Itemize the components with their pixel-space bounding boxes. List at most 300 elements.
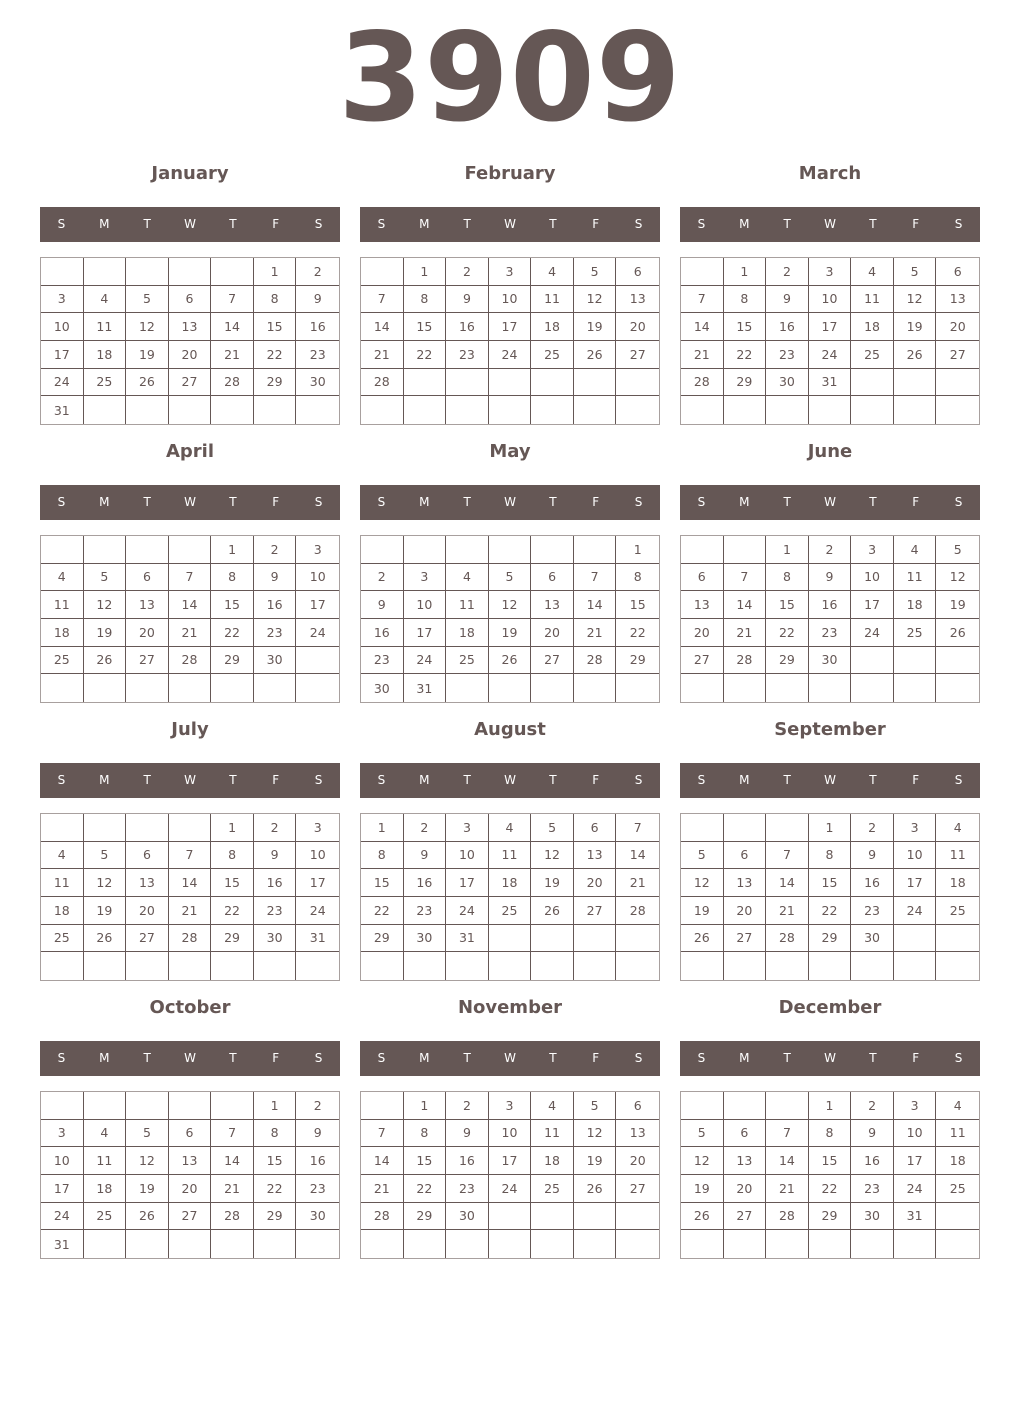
weekday-label: W	[504, 495, 516, 509]
empty-cell	[489, 1230, 532, 1258]
day-cell: 23	[809, 619, 852, 647]
month-name: January	[151, 163, 229, 184]
day-cell: 3	[809, 258, 852, 286]
empty-cell	[126, 1092, 169, 1120]
day-cell: 10	[489, 286, 532, 314]
weekday-label: W	[504, 1051, 516, 1065]
day-cell: 29	[809, 925, 852, 953]
day-cell: 2	[446, 258, 489, 286]
day-cell: 21	[361, 1175, 404, 1203]
day-cell: 3	[296, 536, 339, 564]
day-cell: 19	[574, 313, 617, 341]
day-cell: 17	[894, 869, 937, 897]
day-cell: 29	[766, 647, 809, 675]
day-cell: 16	[446, 313, 489, 341]
day-cell: 6	[616, 1092, 659, 1120]
day-cell: 26	[489, 647, 532, 675]
day-cell: 4	[84, 286, 127, 314]
day-cell: 21	[766, 1175, 809, 1203]
empty-cell	[851, 647, 894, 675]
day-cell: 31	[446, 925, 489, 953]
day-cell: 30	[404, 925, 447, 953]
day-cell: 17	[446, 869, 489, 897]
weekday-label: T	[229, 495, 237, 509]
empty-cell	[169, 814, 212, 842]
day-cell: 18	[851, 313, 894, 341]
day-cell: 14	[211, 313, 254, 341]
day-cell: 6	[574, 814, 617, 842]
day-cell: 3	[894, 814, 937, 842]
empty-cell	[574, 536, 617, 564]
day-cell: 30	[296, 1203, 339, 1231]
day-cell: 25	[531, 1175, 574, 1203]
day-cell: 19	[894, 313, 937, 341]
empty-cell	[169, 1230, 212, 1258]
day-cell: 5	[489, 564, 532, 592]
empty-cell	[126, 674, 169, 702]
day-cell: 22	[254, 341, 297, 369]
empty-cell	[126, 952, 169, 980]
day-cell: 19	[681, 897, 724, 925]
empty-cell	[446, 536, 489, 564]
day-cell: 27	[574, 897, 617, 925]
day-cell: 2	[361, 564, 404, 592]
weekday-label: F	[912, 773, 920, 787]
day-cell: 26	[936, 619, 979, 647]
weekday-label: F	[592, 495, 600, 509]
day-cell: 3	[489, 1092, 532, 1120]
month-name: June	[807, 441, 853, 462]
day-cell: 21	[681, 341, 724, 369]
day-cell: 31	[404, 674, 447, 702]
day-cell: 11	[936, 1120, 979, 1148]
empty-cell	[616, 1230, 659, 1258]
day-cell: 28	[766, 1203, 809, 1231]
day-cell: 18	[531, 1147, 574, 1175]
weekday-label: S	[377, 1051, 386, 1065]
day-cell: 5	[531, 814, 574, 842]
day-cell: 19	[84, 619, 127, 647]
day-cell: 15	[404, 1147, 447, 1175]
day-cell: 31	[41, 396, 84, 424]
day-cell: 12	[126, 313, 169, 341]
weekday-label: T	[463, 217, 471, 231]
empty-cell	[936, 1230, 979, 1258]
day-cell: 5	[894, 258, 937, 286]
day-cell: 22	[404, 1175, 447, 1203]
month-name: November	[457, 997, 563, 1018]
weekday-label: S	[634, 1051, 643, 1065]
empty-cell	[296, 396, 339, 424]
day-cell: 1	[616, 536, 659, 564]
day-cell: 1	[766, 536, 809, 564]
day-cell: 23	[254, 897, 297, 925]
day-cell: 23	[446, 341, 489, 369]
weekday-label: W	[184, 773, 196, 787]
day-cell: 22	[361, 897, 404, 925]
day-cell: 9	[296, 286, 339, 314]
day-cell: 16	[404, 869, 447, 897]
day-cell: 29	[211, 647, 254, 675]
day-cell: 12	[894, 286, 937, 314]
empty-cell	[894, 674, 937, 702]
weekday-label: M	[99, 773, 110, 787]
day-cell: 2	[446, 1092, 489, 1120]
empty-cell	[446, 1230, 489, 1258]
day-cell: 8	[766, 564, 809, 592]
empty-cell	[681, 396, 724, 424]
day-cell: 18	[489, 869, 532, 897]
empty-cell	[681, 1092, 724, 1120]
empty-cell	[531, 1230, 574, 1258]
day-cell: 8	[211, 842, 254, 870]
day-cell: 16	[296, 1147, 339, 1175]
empty-cell	[531, 1203, 574, 1231]
day-cell: 25	[84, 369, 127, 397]
day-cell: 17	[894, 1147, 937, 1175]
empty-cell	[41, 1092, 84, 1120]
weekday-header-bar	[680, 207, 980, 242]
day-cell: 8	[724, 286, 767, 314]
day-cell: 13	[126, 591, 169, 619]
weekday-label: S	[954, 495, 963, 509]
day-cell: 23	[404, 897, 447, 925]
day-cell: 27	[169, 369, 212, 397]
day-cell: 27	[126, 647, 169, 675]
empty-cell	[766, 814, 809, 842]
empty-cell	[766, 1230, 809, 1258]
day-cell: 10	[296, 564, 339, 592]
day-cell: 10	[489, 1120, 532, 1148]
day-cell: 14	[766, 869, 809, 897]
day-cell: 22	[809, 897, 852, 925]
day-cell: 13	[724, 869, 767, 897]
day-cell: 27	[169, 1203, 212, 1231]
weekday-label: T	[229, 773, 237, 787]
day-grid	[360, 813, 660, 981]
empty-cell	[41, 814, 84, 842]
weekday-label: T	[549, 773, 557, 787]
day-cell: 9	[254, 842, 297, 870]
day-cell: 25	[489, 897, 532, 925]
empty-cell	[84, 1230, 127, 1258]
weekday-label: T	[783, 1051, 791, 1065]
empty-cell	[936, 1203, 979, 1231]
empty-cell	[531, 369, 574, 397]
weekday-label: S	[314, 773, 323, 787]
weekday-label: S	[314, 495, 323, 509]
day-cell: 6	[531, 564, 574, 592]
day-cell: 10	[41, 1147, 84, 1175]
day-cell: 4	[936, 1092, 979, 1120]
day-cell: 3	[489, 258, 532, 286]
day-cell: 26	[574, 1175, 617, 1203]
day-cell: 7	[169, 842, 212, 870]
day-cell: 4	[894, 536, 937, 564]
empty-cell	[169, 258, 212, 286]
month-name: February	[464, 163, 556, 184]
empty-cell	[851, 674, 894, 702]
day-cell: 11	[41, 869, 84, 897]
weekday-label: S	[954, 1051, 963, 1065]
weekday-header-bar	[360, 207, 660, 242]
empty-cell	[766, 396, 809, 424]
weekday-label: S	[57, 1051, 66, 1065]
empty-cell	[766, 674, 809, 702]
day-cell: 14	[724, 591, 767, 619]
day-cell: 14	[574, 591, 617, 619]
day-cell: 9	[361, 591, 404, 619]
empty-cell	[616, 952, 659, 980]
empty-cell	[574, 369, 617, 397]
day-cell: 2	[296, 1092, 339, 1120]
day-cell: 11	[41, 591, 84, 619]
empty-cell	[489, 1203, 532, 1231]
weekday-label: W	[184, 1051, 196, 1065]
day-cell: 22	[211, 897, 254, 925]
weekday-label: T	[783, 217, 791, 231]
empty-cell	[446, 674, 489, 702]
day-cell: 2	[296, 258, 339, 286]
day-cell: 11	[531, 286, 574, 314]
empty-cell	[254, 1230, 297, 1258]
empty-cell	[936, 674, 979, 702]
day-cell: 2	[766, 258, 809, 286]
day-cell: 11	[446, 591, 489, 619]
month-name: October	[149, 997, 231, 1018]
weekday-label: F	[592, 217, 600, 231]
day-cell: 24	[41, 1203, 84, 1231]
day-cell: 3	[446, 814, 489, 842]
day-cell: 3	[851, 536, 894, 564]
day-cell: 18	[936, 869, 979, 897]
day-cell: 19	[84, 897, 127, 925]
day-cell: 24	[404, 647, 447, 675]
empty-cell	[296, 1230, 339, 1258]
day-cell: 18	[84, 341, 127, 369]
day-cell: 1	[211, 536, 254, 564]
day-cell: 30	[254, 647, 297, 675]
weekday-label: S	[954, 773, 963, 787]
empty-cell	[41, 952, 84, 980]
empty-cell	[574, 925, 617, 953]
day-cell: 20	[169, 341, 212, 369]
day-cell: 28	[724, 647, 767, 675]
day-cell: 10	[809, 286, 852, 314]
day-grid	[40, 1091, 340, 1259]
day-cell: 14	[766, 1147, 809, 1175]
day-cell: 16	[851, 1147, 894, 1175]
empty-cell	[41, 674, 84, 702]
empty-cell	[126, 258, 169, 286]
empty-cell	[616, 925, 659, 953]
day-cell: 5	[126, 1120, 169, 1148]
empty-cell	[84, 1092, 127, 1120]
empty-cell	[126, 814, 169, 842]
day-cell: 24	[894, 1175, 937, 1203]
day-cell: 28	[361, 1203, 404, 1231]
day-cell: 16	[254, 869, 297, 897]
day-cell: 1	[809, 814, 852, 842]
day-cell: 23	[296, 1175, 339, 1203]
day-cell: 12	[84, 591, 127, 619]
day-cell: 29	[616, 647, 659, 675]
empty-cell	[531, 674, 574, 702]
day-cell: 19	[936, 591, 979, 619]
empty-cell	[851, 1230, 894, 1258]
day-cell: 7	[211, 1120, 254, 1148]
day-cell: 19	[126, 341, 169, 369]
day-cell: 14	[361, 313, 404, 341]
empty-cell	[41, 258, 84, 286]
day-cell: 24	[809, 341, 852, 369]
empty-cell	[574, 952, 617, 980]
day-cell: 28	[616, 897, 659, 925]
weekday-label: S	[314, 1051, 323, 1065]
day-cell: 9	[766, 286, 809, 314]
empty-cell	[809, 952, 852, 980]
empty-cell	[489, 674, 532, 702]
day-cell: 29	[211, 925, 254, 953]
empty-cell	[894, 1230, 937, 1258]
day-cell: 26	[681, 1203, 724, 1231]
weekday-label: M	[419, 773, 430, 787]
day-cell: 21	[169, 619, 212, 647]
day-cell: 6	[724, 842, 767, 870]
empty-cell	[809, 396, 852, 424]
weekday-label: S	[697, 1051, 706, 1065]
empty-cell	[126, 396, 169, 424]
weekday-label: F	[592, 773, 600, 787]
day-cell: 13	[126, 869, 169, 897]
empty-cell	[894, 396, 937, 424]
empty-cell	[616, 369, 659, 397]
day-cell: 18	[894, 591, 937, 619]
day-cell: 16	[446, 1147, 489, 1175]
empty-cell	[616, 1203, 659, 1231]
day-cell: 28	[211, 1203, 254, 1231]
empty-cell	[489, 536, 532, 564]
day-cell: 6	[724, 1120, 767, 1148]
day-cell: 21	[724, 619, 767, 647]
day-cell: 7	[766, 842, 809, 870]
day-cell: 17	[296, 591, 339, 619]
empty-cell	[936, 952, 979, 980]
day-cell: 18	[41, 897, 84, 925]
day-cell: 29	[404, 1203, 447, 1231]
day-cell: 17	[41, 341, 84, 369]
day-cell: 1	[254, 258, 297, 286]
month-name: July	[171, 719, 209, 740]
weekday-label: T	[143, 773, 151, 787]
day-cell: 14	[169, 869, 212, 897]
empty-cell	[404, 536, 447, 564]
weekday-label: S	[697, 773, 706, 787]
empty-cell	[936, 369, 979, 397]
day-cell: 28	[361, 369, 404, 397]
day-cell: 12	[126, 1147, 169, 1175]
day-cell: 8	[809, 842, 852, 870]
empty-cell	[531, 536, 574, 564]
empty-cell	[766, 1092, 809, 1120]
day-cell: 4	[936, 814, 979, 842]
day-cell: 30	[851, 925, 894, 953]
empty-cell	[254, 674, 297, 702]
weekday-label: T	[783, 495, 791, 509]
day-cell: 29	[361, 925, 404, 953]
day-cell: 1	[809, 1092, 852, 1120]
day-cell: 6	[169, 1120, 212, 1148]
month-name: August	[474, 719, 546, 740]
day-cell: 20	[616, 1147, 659, 1175]
weekday-label: W	[504, 773, 516, 787]
weekday-label: F	[272, 495, 280, 509]
day-cell: 12	[489, 591, 532, 619]
day-cell: 3	[296, 814, 339, 842]
day-cell: 27	[531, 647, 574, 675]
day-cell: 12	[936, 564, 979, 592]
day-cell: 11	[84, 313, 127, 341]
day-cell: 14	[681, 313, 724, 341]
day-cell: 5	[84, 564, 127, 592]
day-cell: 28	[574, 647, 617, 675]
day-cell: 13	[681, 591, 724, 619]
weekday-label: W	[184, 495, 196, 509]
empty-cell	[851, 369, 894, 397]
weekday-label: M	[419, 217, 430, 231]
empty-cell	[361, 536, 404, 564]
weekday-label: S	[57, 773, 66, 787]
weekday-label: T	[549, 217, 557, 231]
day-cell: 26	[531, 897, 574, 925]
weekday-label: T	[229, 217, 237, 231]
day-cell: 24	[41, 369, 84, 397]
weekday-label: M	[99, 495, 110, 509]
empty-cell	[724, 536, 767, 564]
weekday-label: S	[697, 495, 706, 509]
empty-cell	[254, 952, 297, 980]
day-cell: 7	[169, 564, 212, 592]
day-cell: 21	[211, 1175, 254, 1203]
day-cell: 24	[296, 619, 339, 647]
day-cell: 10	[894, 1120, 937, 1148]
weekday-label: S	[634, 773, 643, 787]
day-grid	[680, 535, 980, 703]
day-cell: 15	[211, 869, 254, 897]
day-cell: 20	[169, 1175, 212, 1203]
weekday-label: F	[912, 1051, 920, 1065]
day-cell: 28	[766, 925, 809, 953]
day-cell: 3	[894, 1092, 937, 1120]
day-cell: 27	[724, 1203, 767, 1231]
day-cell: 11	[936, 842, 979, 870]
day-cell: 16	[851, 869, 894, 897]
weekday-label: M	[99, 1051, 110, 1065]
weekday-label: W	[184, 217, 196, 231]
empty-cell	[169, 1092, 212, 1120]
day-cell: 30	[254, 925, 297, 953]
weekday-header-bar	[360, 485, 660, 520]
weekday-label: T	[549, 495, 557, 509]
day-cell: 18	[41, 619, 84, 647]
empty-cell	[724, 396, 767, 424]
day-cell: 12	[574, 286, 617, 314]
empty-cell	[724, 674, 767, 702]
day-cell: 24	[296, 897, 339, 925]
day-cell: 3	[41, 286, 84, 314]
day-cell: 25	[41, 647, 84, 675]
weekday-label: T	[463, 495, 471, 509]
